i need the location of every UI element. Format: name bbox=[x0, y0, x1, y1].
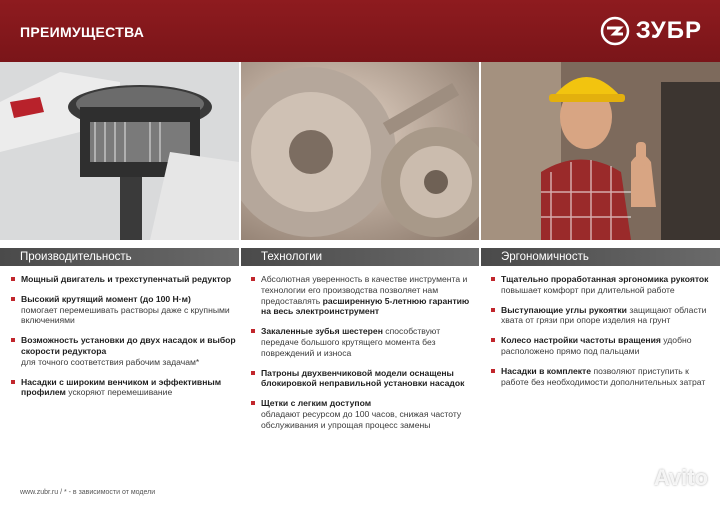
list-item: Насадки в комплекте позволяют приступить к работе без необходимости дополнительных затрат bbox=[490, 366, 718, 388]
list-item: Патроны двухвенчиковой модели оснащены блокировкой неправильной установки насадок bbox=[250, 368, 478, 390]
avito-dots-icon bbox=[624, 467, 650, 489]
list-item: Выступающие углы рукоятки защищают области хвата от грязи при опоре изделия на грунт bbox=[490, 305, 718, 327]
worker-thumbs-up-photo bbox=[481, 62, 720, 240]
gears-photo bbox=[241, 62, 479, 240]
photo-strip bbox=[0, 62, 720, 240]
brand-logo bbox=[600, 16, 702, 46]
mixer-gearbox-photo bbox=[0, 62, 239, 240]
list-item: Высокий крутящий момент (до 100 Н·м) помогает перемешивать растворы даже с крупными включениями bbox=[10, 294, 238, 326]
list-item: Тщательно проработанная эргономика рукояток повышает комфорт при длительной работе bbox=[490, 274, 718, 296]
brand-emblem-icon bbox=[600, 16, 630, 46]
list-item: Колесо настройки частоты вращения удобно расположено прямо под пальцами bbox=[490, 335, 718, 357]
column-header-performance: Производительность bbox=[0, 248, 239, 266]
list-item: Закаленные зубья шестерен способствуют передаче большого крутящего момента без повреждений и износа bbox=[250, 326, 478, 358]
technology-list bbox=[250, 274, 478, 440]
list-item: Насадки с широким венчиком и эффективным профилем ускоряют перемешивание bbox=[10, 377, 238, 399]
list-item: Возможность установки до двух насадок и выбор скорости редуктора для точного соответствия рабочим задачам* bbox=[10, 335, 238, 367]
brand-name: ЗУБР bbox=[635, 17, 702, 44]
watermark bbox=[624, 465, 708, 491]
list-item: Абсолютная уверенность в качестве инструмента и технологии его производства позволяет нам предоставлять расширенную 5-летнюю гарантию на весь электроинструмент bbox=[250, 274, 478, 317]
watermark-text: Avito bbox=[653, 465, 708, 490]
list-item: Мощный двигатель и трехступенчатый редуктор bbox=[10, 274, 238, 285]
list-item: Щетки с легким доступом обладают ресурсом до 100 часов, снижая частоту обслуживания и упрощая процесс замены bbox=[250, 398, 478, 430]
header-bar bbox=[0, 0, 720, 62]
column-header-ergonomics: Эргономичность bbox=[481, 248, 720, 266]
performance-list bbox=[10, 274, 238, 407]
column-header-technology: Технологии bbox=[241, 248, 479, 266]
page-title: ПРЕИМУЩЕСТВА bbox=[20, 24, 145, 40]
ergonomics-list bbox=[490, 274, 718, 396]
footer-note: www.zubr.ru / * - в зависимости от модели bbox=[20, 489, 156, 496]
